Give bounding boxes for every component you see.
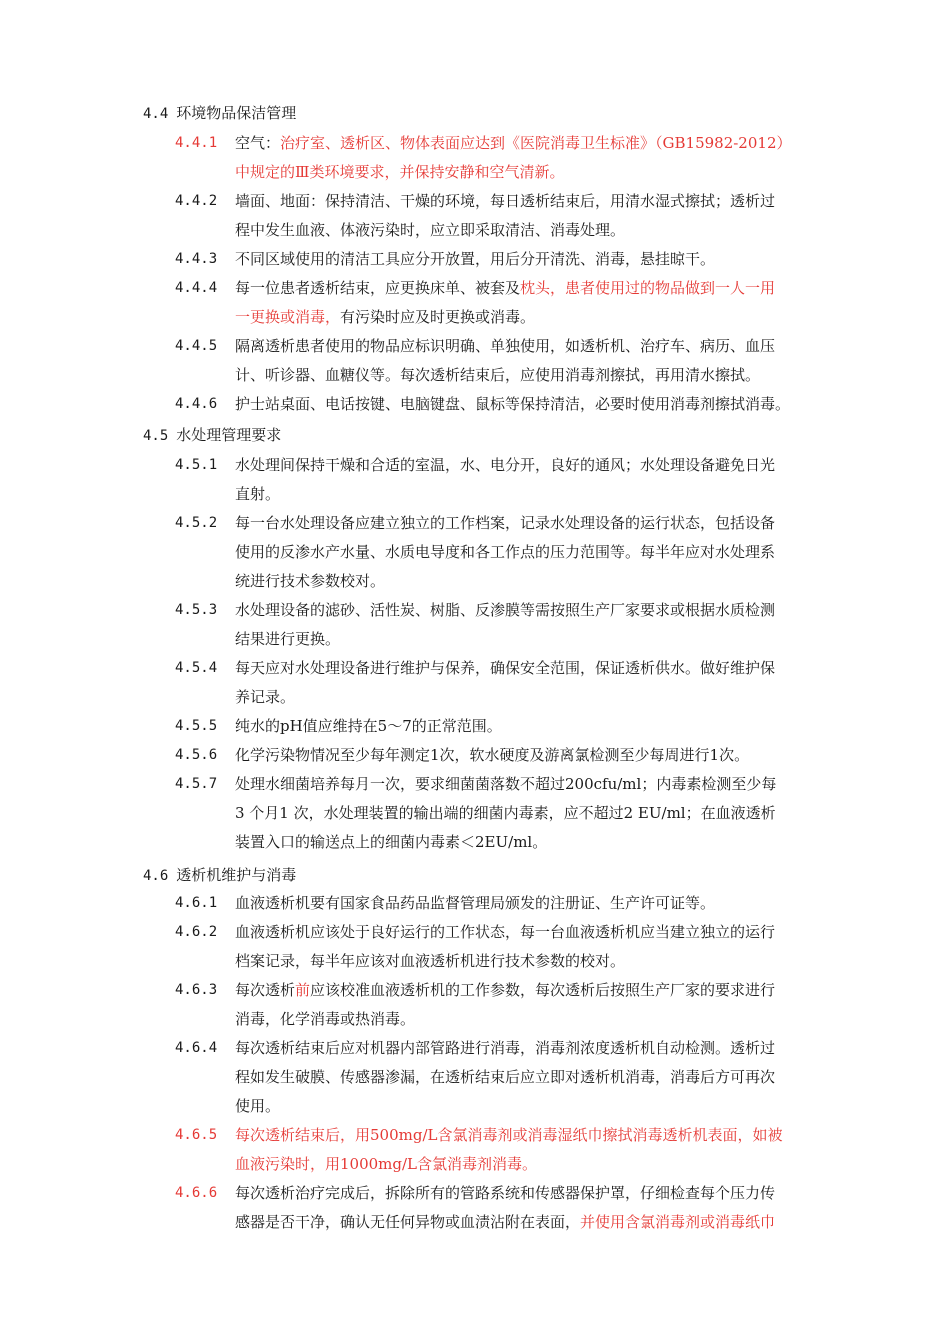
clause-text: 隔离透析患者使用的物品应标识明确、单独使用，如透析机、治疗车、病历、血压 bbox=[235, 337, 776, 355]
clause-text-line bbox=[235, 976, 875, 1005]
clause-number: 4.5.5 bbox=[175, 718, 218, 734]
highlighted-text: 治疗室、透析区、物体表面应达到《医院消毒卫生标准》（GB15982-2012） bbox=[280, 134, 792, 152]
clause-text: 每次透析结束后应对机器内部管路进行消毒，消毒剂浓度透析机自动检测。透析过 bbox=[235, 1039, 776, 1057]
clause-number: 4.6.2 bbox=[175, 924, 218, 940]
clause-number: 4.5.7 bbox=[175, 776, 218, 792]
clause-text-line bbox=[235, 770, 875, 799]
clause-item bbox=[175, 187, 875, 245]
clause-text-line bbox=[235, 451, 875, 480]
clause-text: 统进行技术参数校对。 bbox=[235, 572, 386, 590]
clause-text: 处理水细菌培养每月一次，要求细菌菌落数不超过200cfu/ml；内毒素检测至少每 bbox=[235, 775, 777, 793]
clause-text-line bbox=[235, 1121, 875, 1150]
clause-item bbox=[175, 596, 875, 654]
clause-number: 4.5.6 bbox=[175, 747, 218, 763]
clause-text-line bbox=[235, 889, 875, 918]
highlighted-text: 中规定的Ⅲ类环境要求，并保持安静和空气清新。 bbox=[235, 163, 565, 181]
highlighted-text: 每次透析结束后，用500mg/L含氯消毒剂或消毒湿纸巾擦拭消毒透析机表面，如被 bbox=[235, 1126, 783, 1144]
clause-text: 直射。 bbox=[235, 485, 281, 503]
clause-text: 每次透析 bbox=[235, 981, 296, 999]
clause-number: 4.6.4 bbox=[175, 1040, 218, 1056]
clause-number: 4.6.1 bbox=[175, 895, 218, 911]
clause-text: 不同区域使用的清洁工具应分开放置，用后分开清洗、消毒，悬挂晾干。 bbox=[235, 250, 716, 268]
clause-text-line bbox=[235, 596, 875, 625]
clause-text: 空气： bbox=[235, 134, 281, 152]
clause-text-line bbox=[235, 1179, 875, 1208]
clause-text: 化学污染物情况至少每年测定1次，软水硬度及游离氯检测至少每周进行1次。 bbox=[235, 746, 750, 764]
clause-text-line bbox=[235, 1150, 875, 1179]
clause-item bbox=[175, 741, 875, 770]
clause-text-line bbox=[235, 509, 875, 538]
clause-text-line bbox=[235, 390, 875, 419]
section-heading bbox=[143, 99, 296, 127]
clause-text-line bbox=[235, 538, 875, 567]
clause-text-line bbox=[235, 799, 875, 828]
clause-text-line bbox=[235, 187, 875, 216]
clause-item bbox=[175, 390, 875, 419]
clause-text-line bbox=[235, 1092, 875, 1121]
clause-text: 养记录。 bbox=[235, 688, 296, 706]
highlighted-text: 一更换或消毒， bbox=[235, 308, 341, 326]
clause-number: 4.5.4 bbox=[175, 660, 218, 676]
clause-text-line bbox=[235, 303, 875, 332]
section-title: 环境物品保洁管理 bbox=[176, 104, 297, 122]
clause-text-line bbox=[235, 480, 875, 509]
section-heading bbox=[143, 861, 296, 889]
clause-text: 每次透析治疗完成后，拆除所有的管路系统和传感器保护罩，仔细检查每个压力传 bbox=[235, 1184, 776, 1202]
clause-item bbox=[175, 509, 875, 596]
clause-number: 4.4.5 bbox=[175, 338, 218, 354]
clause-text-line bbox=[235, 654, 875, 683]
clause-text: 消毒，化学消毒或热消毒。 bbox=[235, 1010, 416, 1028]
clause-item bbox=[175, 918, 875, 976]
clause-number: 4.5.1 bbox=[175, 457, 218, 473]
clause-item bbox=[175, 332, 875, 390]
clause-text: 3 个月1 次，水处理装置的输出端的细菌内毒素，应不超过2 EU/ml；在血液透析 bbox=[235, 804, 776, 822]
clause-text: 档案记录，每半年应该对血液透析机进行技术参数的校对。 bbox=[235, 952, 626, 970]
clause-text: 水处理间保持干燥和合适的室温，水、电分开，良好的通风；水处理设备避免日光 bbox=[235, 456, 776, 474]
highlighted-text: 并使用含氯消毒剂或消毒纸巾 bbox=[580, 1213, 776, 1231]
clause-text-line bbox=[235, 1034, 875, 1063]
highlighted-text: 前 bbox=[295, 981, 311, 999]
clause-item bbox=[175, 245, 875, 274]
clause-item bbox=[175, 976, 875, 1034]
clause-text: 墙面、地面：保持清洁、干燥的环境，每日透析结束后，用清水湿式擦拭；透析过 bbox=[235, 192, 776, 210]
highlighted-text: 血液污染时，用1000mg/L含氯消毒剂消毒。 bbox=[235, 1155, 538, 1173]
clause-text-line bbox=[235, 1005, 875, 1034]
clause-number: 4.4.3 bbox=[175, 251, 218, 267]
clause-text: 装置入口的输送点上的细菌内毒素＜2EU/ml。 bbox=[235, 833, 548, 851]
clause-text: 计、听诊器、血糖仪等。每次透析结束后，应使用消毒剂擦拭，再用清水擦拭。 bbox=[235, 366, 761, 384]
clause-text: 应该校准血液透析机的工作参数，每次透析后按照生产厂家的要求进行 bbox=[310, 981, 776, 999]
clause-text-line bbox=[235, 741, 875, 770]
clause-text: 有污染时应及时更换或消毒。 bbox=[340, 308, 536, 326]
clause-text: 感器是否干净，确认无任何异物或血渍沾附在表面， bbox=[235, 1213, 581, 1231]
clause-item bbox=[175, 1121, 875, 1179]
clause-number: 4.5.3 bbox=[175, 602, 218, 618]
section-title: 水处理管理要求 bbox=[176, 426, 282, 444]
clause-number: 4.6.6 bbox=[175, 1185, 218, 1201]
clause-text: 结果进行更换。 bbox=[235, 630, 341, 648]
clause-text: 使用。 bbox=[235, 1097, 281, 1115]
clause-text: 护士站桌面、电话按键、电脑键盘、鼠标等保持清洁，必要时使用消毒剂擦拭消毒。 bbox=[235, 395, 791, 413]
clause-text: 每一位患者透析结束，应更换床单、被套及 bbox=[235, 279, 521, 297]
clause-text-line bbox=[235, 274, 875, 303]
clause-text-line bbox=[235, 129, 875, 158]
clause-text-line bbox=[235, 1063, 875, 1092]
clause-item bbox=[175, 1179, 875, 1237]
section-number: 4.5 bbox=[143, 428, 169, 444]
clause-text-line bbox=[235, 1208, 875, 1237]
clause-text-line bbox=[235, 567, 875, 596]
clause-number: 4.5.2 bbox=[175, 515, 218, 531]
clause-number: 4.4.1 bbox=[175, 135, 218, 151]
clause-text: 程如发生破膜、传感器渗漏，在透析结束后应立即对透析机消毒，消毒后方可再次 bbox=[235, 1068, 776, 1086]
clause-text-line bbox=[235, 683, 875, 712]
clause-text-line bbox=[235, 158, 875, 187]
clause-text-line bbox=[235, 361, 875, 390]
clause-number: 4.4.6 bbox=[175, 396, 218, 412]
section-number: 4.4 bbox=[143, 106, 169, 122]
section-heading bbox=[143, 421, 281, 449]
clause-number: 4.6.3 bbox=[175, 982, 218, 998]
clause-text-line bbox=[235, 216, 875, 245]
clause-text: 纯水的pH值应维持在5～7的正常范围。 bbox=[235, 717, 502, 735]
clause-item bbox=[175, 129, 875, 187]
section-title: 透析机维护与消毒 bbox=[176, 866, 297, 884]
clause-text-line bbox=[235, 245, 875, 274]
clause-item bbox=[175, 889, 875, 918]
clause-text: 每天应对水处理设备进行维护与保养，确保安全范围，保证透析供水。做好维护保 bbox=[235, 659, 776, 677]
clause-text-line bbox=[235, 947, 875, 976]
clause-text-line bbox=[235, 712, 875, 741]
clause-text-line bbox=[235, 332, 875, 361]
section-number: 4.6 bbox=[143, 868, 169, 884]
clause-number: 4.4.2 bbox=[175, 193, 218, 209]
clause-text: 水处理设备的滤砂、活性炭、树脂、反渗膜等需按照生产厂家要求或根据水质检测 bbox=[235, 601, 776, 619]
clause-number: 4.6.5 bbox=[175, 1127, 218, 1143]
clause-text: 每一台水处理设备应建立独立的工作档案，记录水处理设备的运行状态，包括设备 bbox=[235, 514, 776, 532]
clause-number: 4.4.4 bbox=[175, 280, 218, 296]
clause-item bbox=[175, 654, 875, 712]
clause-text: 血液透析机要有国家食品药品监督管理局颁发的注册证、生产许可证等。 bbox=[235, 894, 716, 912]
clause-text: 血液透析机应该处于良好运行的工作状态，每一台血液透析机应当建立独立的运行 bbox=[235, 923, 776, 941]
clause-item bbox=[175, 1034, 875, 1121]
clause-item bbox=[175, 451, 875, 509]
clause-item bbox=[175, 274, 875, 332]
clause-item bbox=[175, 712, 875, 741]
clause-text: 使用的反渗水产水量、水质电导度和各工作点的压力范围等。每半年应对水处理系 bbox=[235, 543, 776, 561]
clause-text: 程中发生血液、体液污染时，应立即采取清洁、消毒处理。 bbox=[235, 221, 626, 239]
highlighted-text: 枕头，患者使用过的物品做到一人一用 bbox=[520, 279, 776, 297]
clause-text-line bbox=[235, 625, 875, 654]
clause-text-line bbox=[235, 918, 875, 947]
clause-text-line bbox=[235, 828, 875, 857]
clause-item bbox=[175, 770, 875, 857]
